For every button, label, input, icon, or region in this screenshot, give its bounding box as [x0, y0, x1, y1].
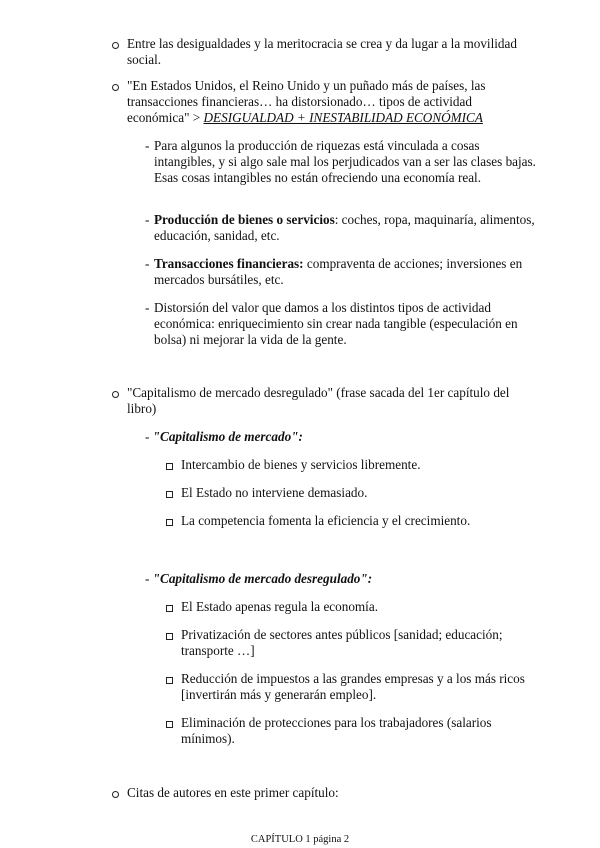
- square-bullet-icon: [166, 633, 173, 640]
- square-item: La competencia fomenta la eficiencia y el crecimiento.: [181, 513, 471, 528]
- dash-icon: -: [145, 212, 150, 227]
- square-item: El Estado no interviene demasiado.: [181, 485, 368, 500]
- bullet-text: Citas de autores en este primer capítulo:: [127, 785, 339, 800]
- bullet-icon: [112, 42, 119, 49]
- dash-icon: -: [145, 138, 150, 153]
- square-bullet-icon: [166, 677, 173, 684]
- dash-text: : coches, ropa, maquinaría, alimentos, educación, sanidad, etc.: [154, 212, 535, 243]
- dash-text: Para algunos la producción de riquezas está vinculada a cosas intangibles, y si algo sale mal los perjudicados van a ser las clases bajas. Esas cosas intangibles no están ofreciendo una economía real.: [154, 138, 536, 185]
- bullet-icon: [112, 84, 119, 91]
- square-bullet-icon: [166, 463, 173, 470]
- square-item: Intercambio de bienes y servicios libremente.: [181, 457, 421, 472]
- bullet-item-quote: [127, 78, 527, 126]
- dash-bold-text: Producción de bienes o servicios: [154, 212, 335, 227]
- emphasis-text: DESIGUALDAD + INESTABILIDAD ECONÓMICA: [203, 110, 483, 125]
- dash-text: Distorsión del valor que damos a los distintos tipos de actividad económica: enriquecimiento sin crear nada tangible (especulación en bolsa) ni mejorar la vida de la gente.: [154, 300, 518, 347]
- square-item: Reducción de impuestos a las grandes empresas y a los más ricos [invertirán más y generarán empleo].: [181, 671, 525, 702]
- subheading-capitalismo-desregulado: - "Capitalismo de mercado desregulado":: [145, 571, 373, 586]
- dash-item-distorsion: [154, 300, 539, 348]
- page-footer: CAPÍTULO 1 página 2: [250, 834, 350, 845]
- square-bullet-icon: [166, 519, 173, 526]
- square-item: El Estado apenas regula la economía.: [181, 599, 379, 614]
- square-bullet-icon: [166, 491, 173, 498]
- bullet-text: Entre las desigualdades y la meritocracia se crea y da lugar a la movilidad social.: [127, 36, 517, 67]
- dash-item-transacciones: [154, 256, 539, 288]
- square-bullet-icon: [166, 605, 173, 612]
- bullet-icon: [112, 791, 119, 798]
- bullet-item-citas: [127, 785, 527, 801]
- bullet-text: "Capitalismo de mercado desregulado" (frase sacada del 1er capítulo del libro): [127, 385, 510, 416]
- dash-icon: -: [145, 300, 150, 315]
- quote-text: "En Estados Unidos, el Reino Unido y un puñado más de países, las transacciones financieras… ha distorsionado… tipos de actividad económica" >: [127, 78, 486, 125]
- bullet-item-capitalismo: [127, 385, 527, 417]
- square-item: Eliminación de protecciones para los trabajadores (salarios mínimos).: [181, 715, 492, 746]
- subheading-text: "Capitalismo de mercado":: [152, 429, 303, 444]
- square-bullet-icon: [166, 721, 173, 728]
- dash-item-produccion: [154, 212, 539, 244]
- bullet-item-meritocracia: [127, 36, 527, 68]
- dash-item-intangibles: [154, 138, 539, 186]
- dash-icon: -: [145, 256, 150, 271]
- square-item: Privatización de sectores antes públicos [sanidad; educación; transporte …]: [181, 627, 503, 658]
- subheading-text: "Capitalismo de mercado desregulado":: [152, 571, 373, 586]
- dash-text: compraventa de acciones; inversiones en mercados bursátiles, etc.: [154, 256, 523, 287]
- subheading-capitalismo-mercado: - "Capitalismo de mercado":: [145, 429, 303, 444]
- dash-bold-text: Transacciones financieras:: [154, 256, 304, 271]
- bullet-icon: [112, 391, 119, 398]
